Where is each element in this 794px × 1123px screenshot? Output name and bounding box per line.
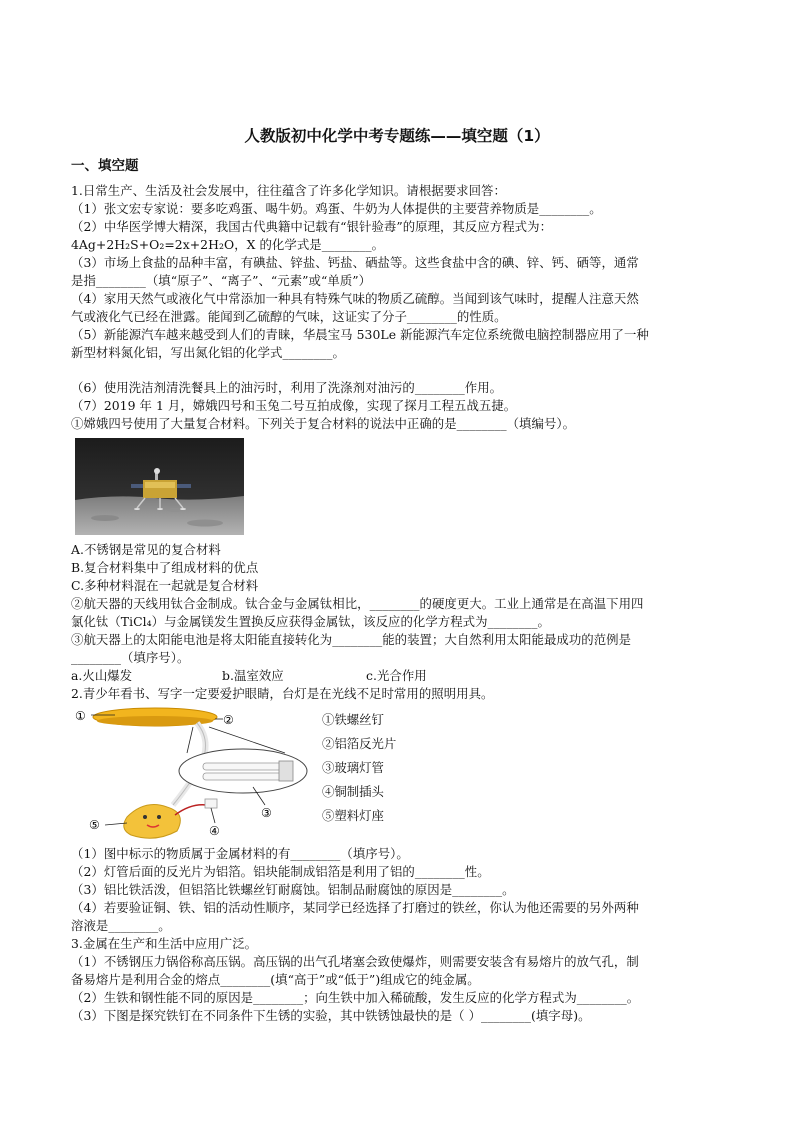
q2-part-1: （1）图中标示的物质属于金属材料的有________（填序号）。 <box>71 846 409 861</box>
q3-part-2: （2）生铁和钢性能不同的原因是________；向生铁中加入稀硫酸，发生反应的化学方程式为________。 <box>71 990 640 1005</box>
q1-part-5: （5）新能源汽车越来越受到人们的青睐，华晨宝马 530Le 新能源汽车定位系统微电脑控制器应用了一种 <box>71 327 649 342</box>
choice-b: b.温室效应 <box>222 668 284 683</box>
q1-part-7-sub-1: ①嫦娥四号使用了大量复合材料。下列关于复合材料的说法中正确的是________（填编号）。 <box>71 416 576 431</box>
callout-2: ② <box>223 713 234 727</box>
callout-3: ③ <box>261 806 272 820</box>
option-b: B.复合材料集中了组成材料的优点 <box>71 560 259 575</box>
q3-part-1: （1）不锈钢压力锅俗称高压锅。高压锅的出气孔堵塞会致使爆炸，则需要安装含有易熔片的放气孔，制 <box>71 954 639 969</box>
q3-part-3: （3）下图是探究铁钉在不同条件下生锈的实验，其中铁锈蚀最快的是（ ）________(填字母)。 <box>71 1008 591 1023</box>
q1-part-2-equation: 4Ag+2H₂S+O₂=2x+2H₂O，X 的化学式是________。 <box>71 237 385 252</box>
question-1-stem: 1.日常生产、生活及社会发展中，往往蕴含了许多化学知识。请根据要求回答： <box>71 183 506 198</box>
option-c: C.多种材料混在一起就是复合材料 <box>71 578 259 593</box>
q1-part-1: （1）张文宏专家说：要多吃鸡蛋、喝牛奶。鸡蛋、牛奶为人体提供的主要营养物质是________。 <box>71 201 602 216</box>
q2-part-2: （2）灯管后面的反光片为铝箔。铝块能制成铝箔是利用了铝的________性。 <box>71 864 490 879</box>
page-title: 人教版初中化学中考专题练——填空题（1） <box>244 127 550 145</box>
q1-part-6: （6）使用洗洁剂清洗餐具上的油污时，利用了洗涤剂对油污的________作用。 <box>71 380 503 395</box>
choice-c: c.光合作用 <box>366 668 427 683</box>
q1-part-2: （2）中华医学博大精深，我国古代典籍中记载有“银针验毒”的原理，其反应方程式为： <box>71 219 553 234</box>
legend-item-3: ③玻璃灯管 <box>322 760 384 775</box>
q1-part-7-sub-2-cont: 氯化钛（TiCl₄）与金属镁发生置换反应获得金属钛，该反应的化学方程式为________。 <box>71 614 550 629</box>
q1-part-7-sub-3: ③航天器上的太阳能电池是将太阳能直接转化为________能的装置；大自然利用太阳能最成功的范例是 <box>71 632 632 647</box>
callout-5: ⑤ <box>89 818 100 832</box>
legend-item-2: ②铝箔反光片 <box>322 736 397 751</box>
section-heading: 一、填空题 <box>71 158 139 174</box>
q1-part-7: （7）2019 年 1 月，嫦娥四号和玉兔二号互拍成像，实现了探月工程五战五捷。 <box>71 398 517 413</box>
q2-part-3: （3）铝比铁活泼，但铝箔比铁螺丝钉耐腐蚀。铝制品耐腐蚀的原因是________。 <box>71 882 515 897</box>
question-2-stem: 2.青少年看书、写字一定要爱护眼睛，台灯是在光线不足时常用的照明用具。 <box>71 686 494 701</box>
q1-part-4-cont: 气或液化气已经在泄露。能闻到乙硫醇的气味，这证实了分子________的性质。 <box>71 309 507 324</box>
q1-part-3-cont: 是指________（填“原子”、“离子”、“元素”或“单质”） <box>71 273 372 288</box>
q1-part-7-sub-3-cont: ________（填序号）。 <box>71 650 190 665</box>
q1-part-4: （4）家用天然气或液化气中常添加一种具有特殊气味的物质乙硫醇。当闻到该气味时，提醒人注意天然 <box>71 291 639 306</box>
desk-lamp-diagram <box>75 705 320 845</box>
legend-item-4: ④铜制插头 <box>322 784 384 799</box>
q1-part-5-cont: 新型材料氮化铝，写出氮化铝的化学式________。 <box>71 345 345 360</box>
legend-item-5: ⑤塑料灯座 <box>322 808 384 823</box>
q1-part-3: （3）市场上食盐的品种丰富，有碘盐、锌盐、钙盐、硒盐等。这些食盐中含的碘、锌、钙、硒等，通常 <box>71 255 639 270</box>
q1-part-7-sub-2: ②航天器的天线用钛合金制成。钛合金与金属钛相比，________的硬度更大。工业上通常是在高温下用四 <box>71 596 644 611</box>
question-3-stem: 3.金属在生产和生活中应用广泛。 <box>71 936 258 951</box>
callout-4: ④ <box>209 824 220 838</box>
choice-a: a.火山爆发 <box>71 668 133 683</box>
q3-part-1-cont: 备易熔片是利用合金的熔点________(填“高于”或“低于”)组成它的纯金属。 <box>71 972 480 987</box>
q2-part-4: （4）若要验证铜、铁、铝的活动性顺序，某同学已经选择了打磨过的铁丝，你认为他还需要的另外两种 <box>71 900 639 915</box>
legend-item-1: ①铁螺丝钉 <box>322 712 384 727</box>
callout-1: ① <box>75 709 86 723</box>
option-a: A.不锈钢是常见的复合材料 <box>71 542 221 557</box>
q2-part-4-cont: 溶液是________。 <box>71 918 171 933</box>
lunar-lander-photo <box>75 438 244 535</box>
